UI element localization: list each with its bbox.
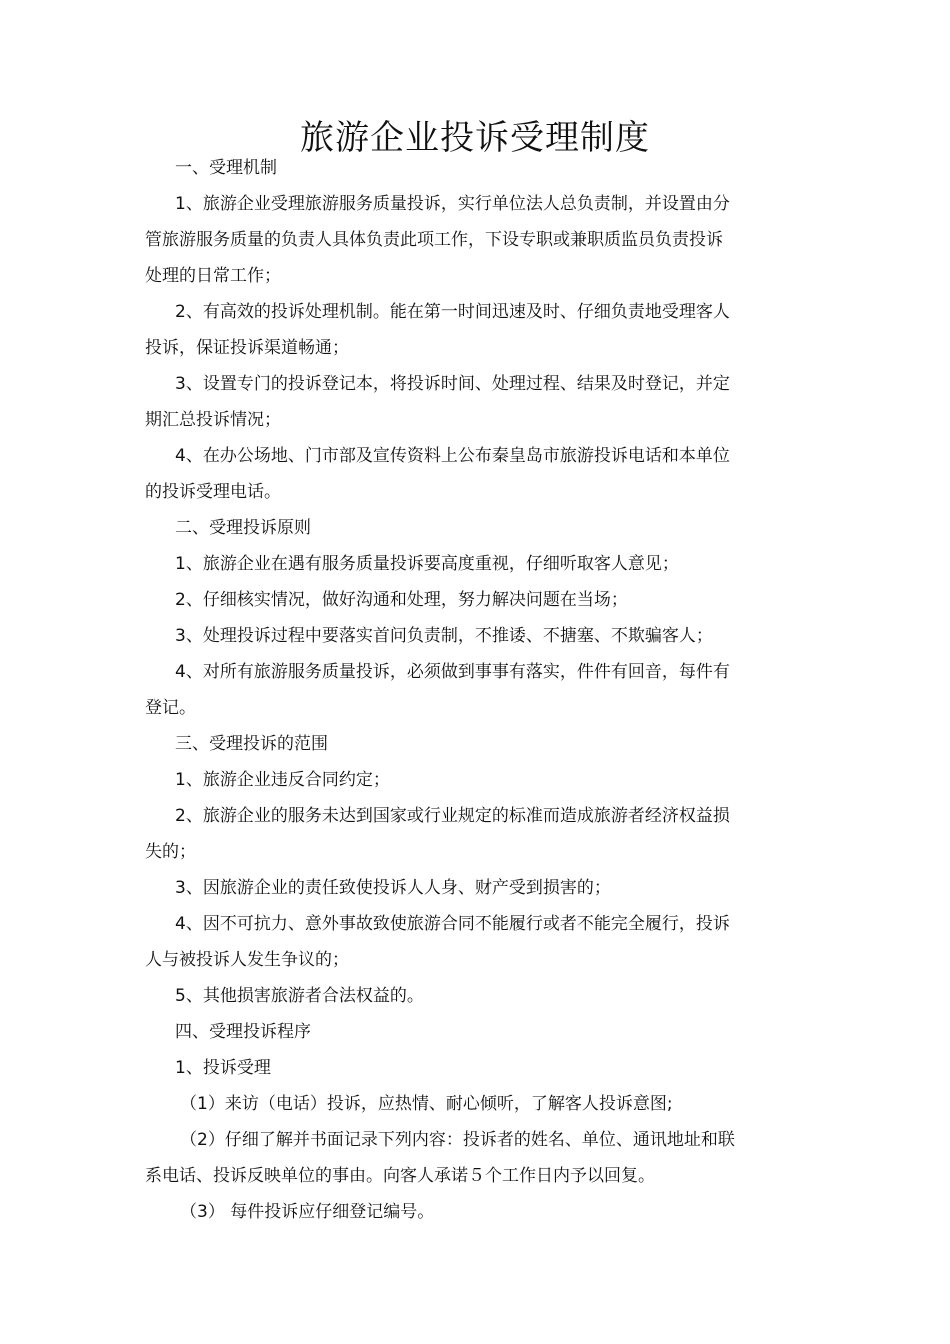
paragraph-line: 4、对所有旅游服务质量投诉，必须做到事事有落实，件件有回音，每件有 — [175, 662, 730, 682]
paragraph-line: 3、因旅游企业的责任致使投诉人人身、财产受到损害的； — [175, 878, 611, 898]
paragraph-line: 的投诉受理电话。 — [145, 482, 281, 502]
section-heading-4: 四、受理投诉程序 — [175, 1022, 311, 1042]
paragraph-line: 4、在办公场地、门市部及宣传资料上公布秦皇岛市旅游投诉电话和本单位 — [175, 446, 730, 466]
paragraph-line: 管旅游服务质量的负责人具体负责此项工作，下设专职或兼职质监员负责投诉 — [145, 230, 723, 250]
paragraph-line: 1、旅游企业受理旅游服务质量投诉，实行单位法人总负责制，并设置由分 — [175, 194, 730, 214]
paragraph-line: 2、旅游企业的服务未达到国家或行业规定的标准而造成旅游者经济权益损 — [175, 806, 730, 826]
paragraph-line: 3、处理投诉过程中要落实首问负责制，不推诿、不搪塞、不欺骗客人； — [175, 626, 713, 646]
paragraph-line: 失的； — [145, 842, 196, 862]
section-heading-2: 二、受理投诉原则 — [175, 518, 311, 538]
section-heading-1: 一、受理机制 — [175, 158, 277, 178]
paragraph-line: 登记。 — [145, 698, 196, 718]
paragraph-line: 2、仔细核实情况，做好沟通和处理，努力解决问题在当场； — [175, 590, 628, 610]
paragraph-line: 3、设置专门的投诉登记本，将投诉时间、处理过程、结果及时登记，并定 — [175, 374, 730, 394]
section-heading-3: 三、受理投诉的范围 — [175, 734, 328, 754]
document-title: 旅游企业投诉受理制度 — [300, 118, 650, 158]
paragraph-line: 2、有高效的投诉处理机制。能在第一时间迅速及时、仔细负责地受理客人 — [175, 302, 730, 322]
paragraph-line: （1）来访（电话）投诉，应热情、耐心倾听，了解客人投诉意图; — [180, 1094, 673, 1114]
paragraph-line: 系电话、投诉反映单位的事由。向客人承诺５个工作日内予以回复。 — [145, 1166, 655, 1186]
paragraph-line: 人与被投诉人发生争议的； — [145, 950, 349, 970]
paragraph-line: 期汇总投诉情况； — [145, 410, 281, 430]
paragraph-line: 4、因不可抗力、意外事故致使旅游合同不能履行或者不能完全履行，投诉 — [175, 914, 730, 934]
paragraph-line: 投诉，保证投诉渠道畅通； — [145, 338, 349, 358]
paragraph-line: （3） 每件投诉应仔细登记编号。 — [180, 1202, 435, 1222]
paragraph-line: （2）仔细了解并书面记录下列内容：投诉者的姓名、单位、通讯地址和联 — [180, 1130, 735, 1150]
paragraph-line: 1、旅游企业违反合同约定； — [175, 770, 390, 790]
paragraph-line: 1、旅游企业在遇有服务质量投诉要高度重视，仔细听取客人意见； — [175, 554, 679, 574]
paragraph-line: 处理的日常工作； — [145, 266, 281, 286]
paragraph-line: 5、其他损害旅游者合法权益的。 — [175, 986, 424, 1006]
paragraph-line: 1、投诉受理 — [175, 1058, 271, 1078]
